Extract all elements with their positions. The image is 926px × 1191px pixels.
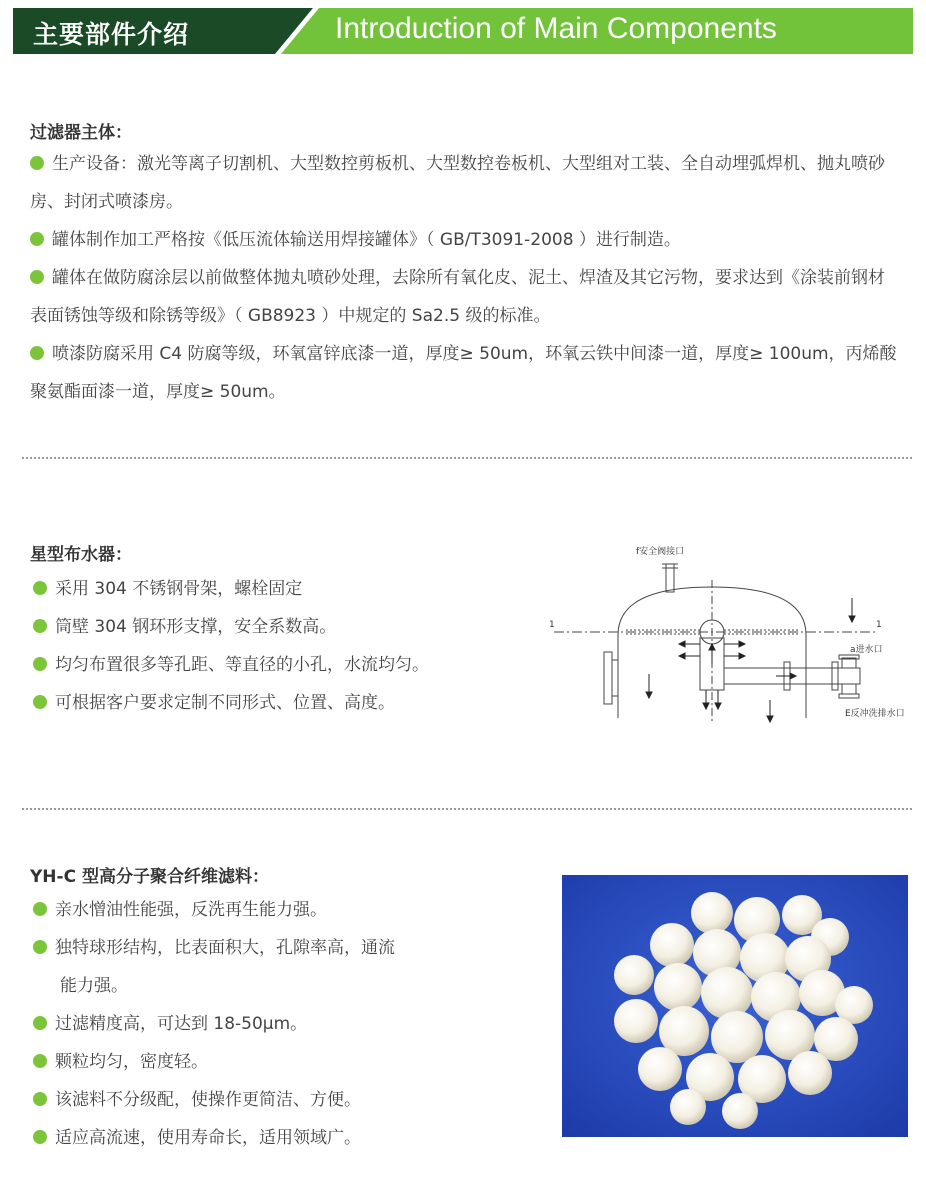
bullet-icon (33, 1054, 47, 1068)
filter-body-paragraph-2 (30, 221, 900, 259)
list-item: 颗粒均匀，密度轻。 (33, 1043, 395, 1081)
filter-body-paragraph-1 (30, 145, 900, 221)
section-divider (22, 808, 912, 810)
list-item: 亲水憎油性能强，反洗再生能力强。 (33, 891, 395, 929)
label-water-inlet: a进水口 (850, 645, 883, 655)
list-item: 均匀布置很多等孔距、等直径的小孔，水流均匀。 (33, 646, 429, 684)
banner-title-cn: 主要部件介绍 (33, 20, 190, 49)
bullet-icon (30, 156, 44, 170)
media-title: YH-C 型高分子聚合纤维滤料： (30, 867, 269, 887)
banner-title-en: Introduction of Main Components (335, 12, 777, 45)
paragraph-text: 罐体制作加工严格按《低压流体输送用焊接罐体》（ GB/T3091-2008 ）进行制造。 (52, 230, 681, 250)
bullet-icon (33, 695, 47, 709)
media-list (33, 891, 395, 1157)
bullet-icon (30, 270, 44, 284)
paragraph-text: 罐体在做防腐涂层以前做整体抛丸喷砂处理，去除所有氧化皮、泥土、焊渣及其它污物，要求达到《涂装前钢材表面锈蚀等级和除锈等级》（ GB8923 ）中规定的 Sa2.5 级的标准。 (30, 268, 885, 326)
label-safety-valve: f安全阀接口 (636, 547, 685, 557)
fiber-balls-photo (562, 875, 908, 1137)
label-section-left: 1 (549, 620, 555, 630)
label-backwash-outlet: E反冲洗排水口 (845, 709, 905, 719)
filter-body-paragraph-3 (30, 259, 900, 335)
diagram-drawing (540, 540, 926, 725)
section-divider (22, 457, 912, 459)
bullet-icon (33, 657, 47, 671)
bullet-icon (33, 1130, 47, 1144)
bullet-icon (33, 902, 47, 916)
list-item-continuation: 能力强。 (60, 976, 128, 996)
filter-body-title: 过滤器主体： (30, 123, 132, 143)
fiber-balls-photo-image (562, 875, 908, 1137)
bullet-icon (30, 346, 44, 360)
distributor-title: 星型布水器： (30, 545, 132, 565)
header-banner (13, 8, 913, 54)
paragraph-text: 生产设备：激光等离子切割机、大型数控剪板机、大型数控卷板机、大型组对工装、全自动埋弧焊机、抛丸喷砂房、封闭式喷漆房。 (30, 154, 885, 212)
filter-body-paragraph-4 (30, 335, 900, 411)
bullet-icon (33, 1016, 47, 1030)
list-item: 筒壁 304 钢环形支撑，安全系数高。 (33, 608, 429, 646)
paragraph-text: 喷漆防腐采用 C4 防腐等级，环氧富锌底漆一道，厚度≥ 50um，环氧云铁中间漆一道，厚度≥ 100um，丙烯酸聚氨酯面漆一道，厚度≥ 50um。 (30, 344, 897, 402)
list-item: 过滤精度高，可达到 18-50μm。 (33, 1005, 395, 1043)
bullet-icon (33, 1092, 47, 1106)
bullet-icon (30, 232, 44, 246)
list-item: 该滤料不分级配，使操作更简洁、方便。 (33, 1081, 395, 1119)
bullet-icon (33, 581, 47, 595)
list-item: 独特球形结构，比表面积大，孔隙率高，通流 能力强。 (33, 929, 395, 1005)
bullet-icon (33, 619, 47, 633)
list-item: 可根据客户要求定制不同形式、位置、高度。 (33, 684, 429, 722)
label-section-right: 1 (876, 620, 882, 630)
distributor-diagram (540, 540, 926, 725)
list-item: 适应高流速，使用寿命长，适用领域广。 (33, 1119, 395, 1157)
bullet-icon (33, 940, 47, 954)
list-item: 采用 304 不锈钢骨架，螺栓固定 (33, 570, 429, 608)
distributor-list (33, 570, 429, 722)
